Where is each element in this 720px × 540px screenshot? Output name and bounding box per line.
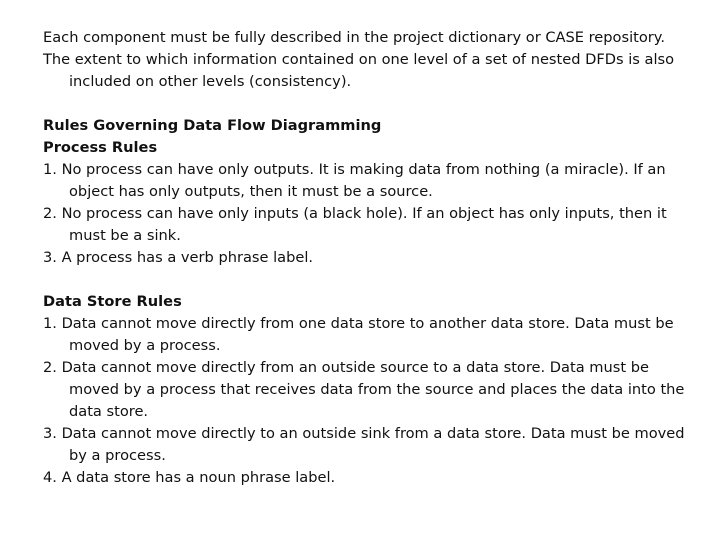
- data-store-rule-2: 2. Data cannot move directly from an outside source to a data store. Data must be moved by a process that receives data from the source and places the data into the data store.: [43, 359, 685, 420]
- section-title: Rules Governing Data Flow Diagramming: [43, 117, 382, 134]
- data-store-rule-1: 1. Data cannot move directly from one data store to another data store. Data must be moved by a process.: [43, 315, 674, 354]
- process-rule-1: 1. No process can have only outputs. It is making data from nothing (a miracle). If an object has only outputs, then it must be a source.: [43, 161, 666, 200]
- data-store-rules-heading: Data Store Rules: [43, 293, 182, 310]
- intro-paragraph-1: Each component must be fully described in the project dictionary or CASE repository.: [43, 29, 665, 46]
- spacer: [43, 93, 693, 115]
- data-store-rule-3: 3. Data cannot move directly to an outside sink from a data store. Data must be moved by a process.: [43, 425, 685, 464]
- spacer: [43, 269, 693, 291]
- process-rules-heading: Process Rules: [43, 139, 158, 156]
- data-store-rule-4: 4. A data store has a noun phrase label.: [43, 469, 336, 486]
- process-rule-2: 2. No process can have only inputs (a black hole). If an object has only inputs, then it must be a sink.: [43, 205, 667, 244]
- intro-paragraph-2: The extent to which information contained on one level of a set of nested DFDs is also included on other levels (consistency).: [43, 51, 675, 90]
- slide-body: [43, 27, 693, 489]
- process-rule-3: 3. A process has a verb phrase label.: [43, 249, 314, 266]
